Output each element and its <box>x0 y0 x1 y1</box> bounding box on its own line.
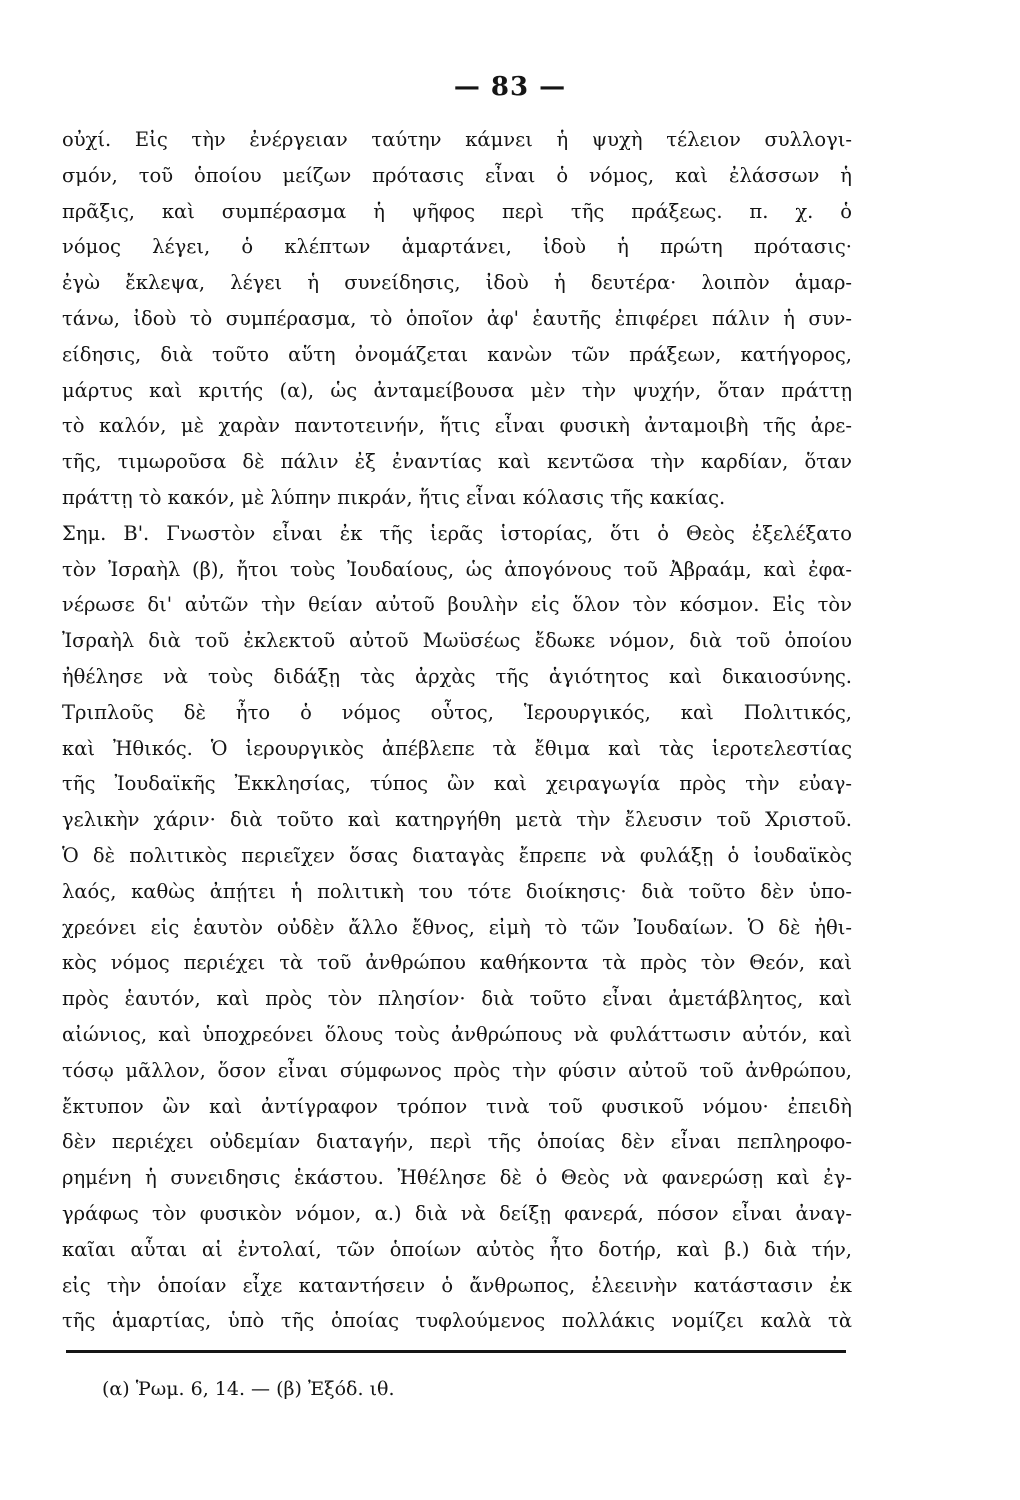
text-line: Ἰσραὴλ διὰ τοῦ ἐκλεκτοῦ αὐτοῦ Μωϋσέως ἔδωκε νόμον, διὰ τοῦ ὁποίου <box>62 629 852 653</box>
text-line: ἔκτυπον ὢν καὶ ἀντίγραφον τρόπον τινὰ τοῦ φυσικοῦ νόμου· ἐπειδὴ <box>62 1094 852 1118</box>
text-line: καὶ Ἠθικός. Ὁ ἱερουργικὸς ἀπέβλεπε τὰ ἔθιμα καὶ τὰς ἱεροτελεστίας <box>62 736 852 760</box>
text-line: τῆς Ἰουδαϊκῆς Ἐκκλησίας, τύπος ὢν καὶ χειραγωγία πρὸς τὴν εὐαγ- <box>62 772 852 796</box>
text-line: ἠθέλησε νὰ τοὺς διδάξῃ τὰς ἀρχὰς τῆς ἁγιότητος καὶ δικαιοσύνης. <box>62 664 852 688</box>
text-line: τόσῳ μᾶλλον, ὅσον εἶναι σύμφωνος πρὸς τὴν φύσιν αὐτοῦ τοῦ ἀνθρώπου, <box>62 1058 852 1082</box>
text-line: οὐχί. Εἰς τὴν ἐνέργειαν ταύτην κάμνει ἡ ψυχὴ τέλειον συλλογι- <box>62 128 852 151</box>
text-line: πρὸς ἑαυτόν, καὶ πρὸς τὸν πλησίον· διὰ τοῦτο εἶναι ἀμετάβλητος, καὶ <box>62 987 852 1011</box>
text-line: γράφως τὸν φυσικὸν νόμον, α.) διὰ νὰ δείξῃ φανερά, πόσον εἶναι ἀναγ- <box>62 1201 852 1225</box>
text-line: δὲν περιέχει οὐδεμίαν διαταγήν, περὶ τῆς ὁποίας δὲν εἶναι πεπληροφο- <box>62 1130 852 1154</box>
text-line: σμόν, τοῦ ὁποίου μείζων πρότασις εἶναι ὁ νόμος, καὶ ἐλάσσων ἡ <box>62 163 852 187</box>
text-line: νόμος λέγει, ὁ κλέπτων ἁμαρτάνει, ἰδοὺ ἡ πρώτη πρότασις· <box>62 235 852 259</box>
text-line: ρημένη ἡ συνειδησις ἑκάστου. Ἠθέλησε δὲ ὁ Θεὸς νὰ φανερώσῃ καὶ ἐγ- <box>62 1166 852 1190</box>
footnote: (α) Ῥωμ. 6, 14. — (β) Ἐξόδ. ιθ. <box>102 1378 395 1400</box>
text-line: ἐγὼ ἔκλεψα, λέγει ἡ συνείδησις, ἰδοὺ ἡ δευτέρα· λοιπὸν ἁμαρ- <box>62 271 852 295</box>
text-line: κὸς νόμος περιέχει τὰ τοῦ ἀνθρώπου καθήκοντα τὰ πρὸς τὸν Θεόν, καὶ <box>62 951 852 975</box>
text-line: νέρωσε δι' αὐτῶν τὴν θείαν αὐτοῦ βουλὴν εἰς ὅλον τὸν κόσμον. Εἰς τὸν <box>62 593 852 617</box>
text-line: πράττῃ τὸ κακόν, μὲ λύπην πικράν, ἥτις εἶναι κόλασις τῆς κακίας. <box>62 485 726 509</box>
text-line: Ὁ δὲ πολιτικὸς περιεῖχεν ὅσας διαταγὰς ἔπρεπε νὰ φυλάξῃ ὁ ἰουδαϊκὸς <box>62 843 852 867</box>
body-text <box>62 122 852 1339</box>
page-number: — 83 — <box>453 72 567 102</box>
text-line: αἰώνιος, καὶ ὑποχρεόνει ὅλους τοὺς ἀνθρώπους νὰ φυλάττωσιν αὐτόν, καὶ <box>62 1022 852 1046</box>
text-line: λαός, καθὼς ἀπῄτει ἡ πολιτικὴ του τότε διοίκησις· διὰ τοῦτο δὲν ὑπο- <box>62 879 852 903</box>
text-line: γελικὴν χάριν· διὰ τοῦτο καὶ κατηργήθη μετὰ τὴν ἔλευσιν τοῦ Χριστοῦ. <box>62 808 852 832</box>
text-line: πρᾶξις, καὶ συμπέρασμα ἡ ψῆφος περὶ τῆς πράξεως. π. χ. ὁ <box>62 199 852 223</box>
text-line: εἰς τὴν ὁποίαν εἶχε καταντήσειν ὁ ἄνθρωπος, ἐλεεινὴν κατάστασιν ἐκ <box>62 1273 852 1297</box>
text-line: Σημ. Β'. Γνωστὸν εἶναι ἐκ τῆς ἱερᾶς ἱστορίας, ὅτι ὁ Θεὸς ἐξελέξατο <box>62 521 852 545</box>
text-line: Τριπλοῦς δὲ ἦτο ὁ νόμος οὗτος, Ἱερουργικός, καὶ Πολιτικός, <box>62 700 852 724</box>
text-line: μάρτυς καὶ κριτής (α), ὡς ἀνταμείβουσα μὲν τὴν ψυχήν, ὅταν πράττῃ <box>62 378 852 402</box>
text-line: τῆς ἁμαρτίας, ὑπὸ τῆς ὁποίας τυφλούμενος πολλάκις νομίζει καλὰ τὰ <box>62 1309 852 1333</box>
text-line: χρεόνει εἰς ἑαυτὸν οὐδὲν ἄλλο ἔθνος, εἰμὴ τὸ τῶν Ἰουδαίων. Ὁ δὲ ἠθι- <box>62 915 852 939</box>
text-line: τὸ καλόν, μὲ χαρὰν παντοτεινήν, ἥτις εἶναι φυσικὴ ἀνταμοιβὴ τῆς ἀρε- <box>62 414 852 438</box>
text-line: τὸν Ἰσραὴλ (β), ἤτοι τοὺς Ἰουδαίους, ὡς ἀπογόνους τοῦ Ἀβραάμ, καὶ ἐφα- <box>62 557 852 581</box>
footnote-divider <box>66 1350 846 1353</box>
text-line: τάνω, ἰδοὺ τὸ συμπέρασμα, τὸ ὁποῖον ἀφ' ἑαυτῆς ἐπιφέρει πάλιν ἡ συν- <box>62 306 852 330</box>
text-line: είδησις, διὰ τοῦτο αὕτη ὀνομάζεται κανὼν τῶν πράξεων, κατήγορος, <box>62 342 852 366</box>
text-line: καῖαι αὗται αἱ ἐντολαί, τῶν ὁποίων αὐτὸς ἦτο δοτήρ, καὶ β.) διὰ τήν, <box>62 1237 852 1261</box>
text-line: τῆς, τιμωροῦσα δὲ πάλιν ἐξ ἐναντίας καὶ κεντῶσα τὴν καρδίαν, ὅταν <box>62 450 852 474</box>
